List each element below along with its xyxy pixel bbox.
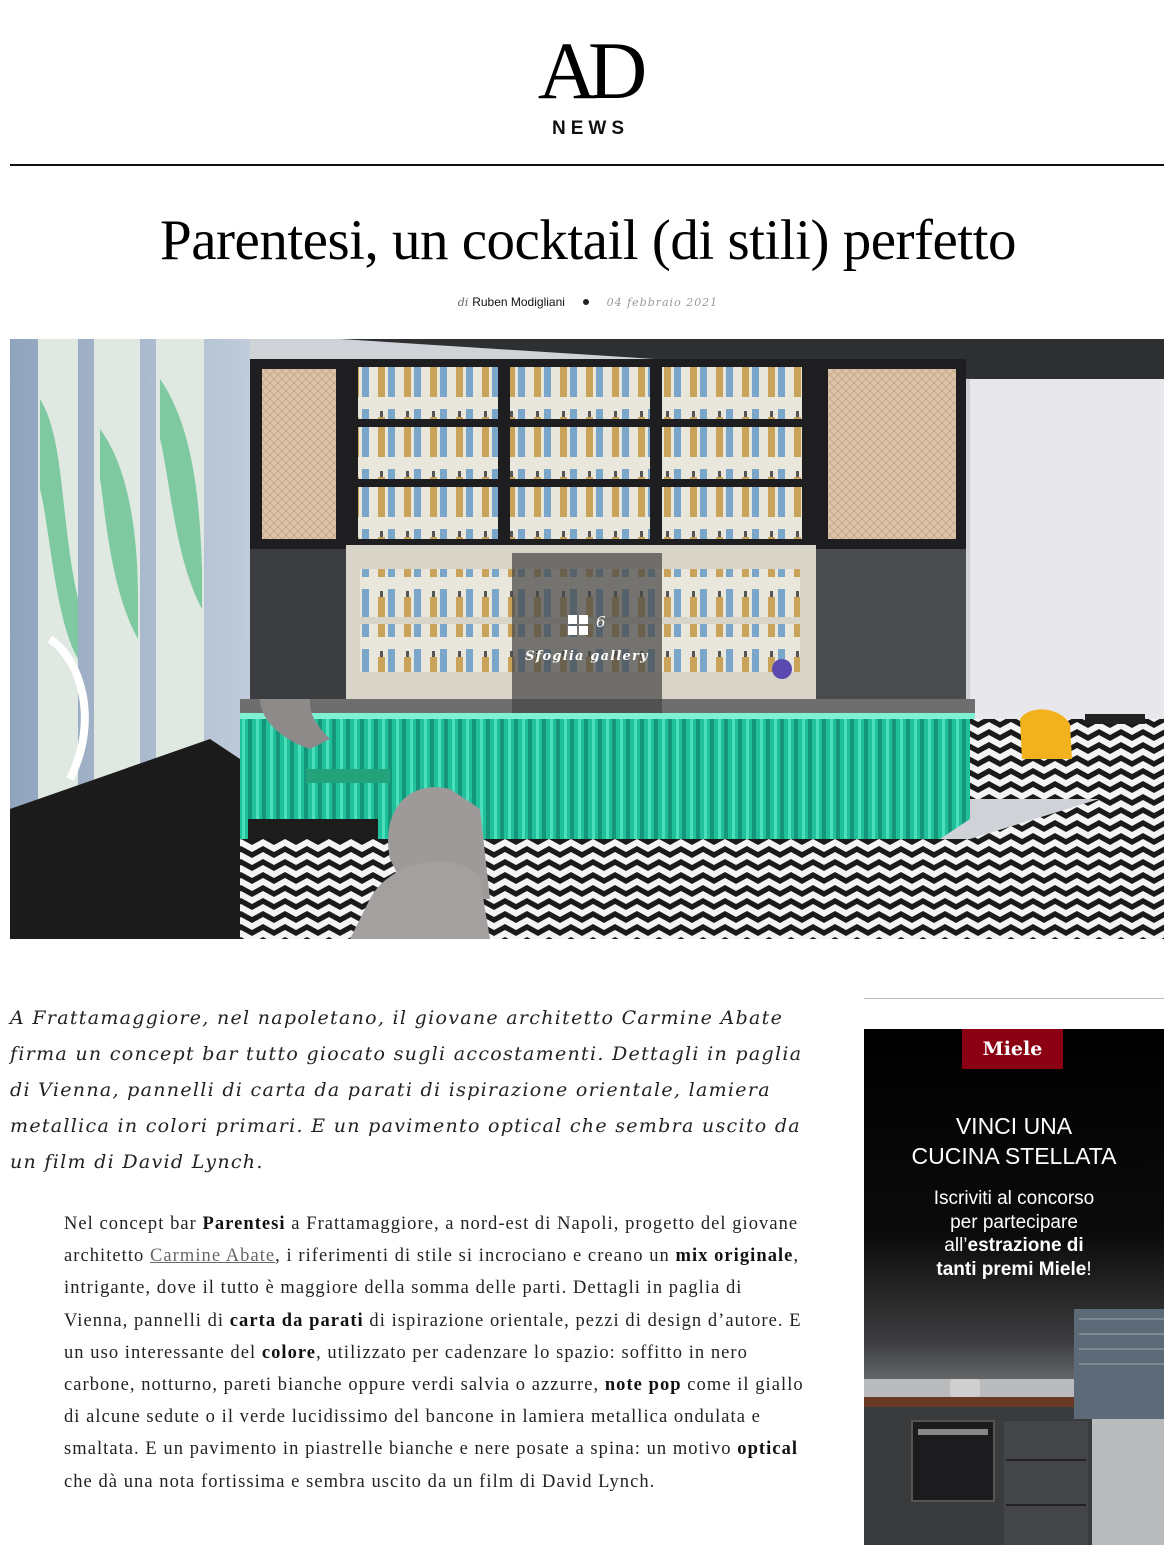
body-text: come il giallo di alcune sedute o il verde lucidissimo del bancone in lamiera metallica ondulata e smaltata. E un pavimento in piastrelle bianche e nere posate a spina: un motivo: [64, 1375, 804, 1460]
body-text: Nel concept bar: [64, 1214, 203, 1234]
ad-copy: [864, 1187, 1164, 1281]
header-divider: [10, 164, 1164, 166]
ad-logo[interactable]: AD: [537, 25, 639, 116]
miele-ad-banner[interactable]: [864, 1029, 1164, 1545]
body-text: , i riferimenti di stile si incrociano e creano un: [275, 1246, 676, 1267]
body-text: che dà una nota fortissima e sembra uscito da un film di David Lynch.: [64, 1471, 656, 1492]
gallery-count: 6: [596, 613, 606, 631]
body-bold: Parentesi: [202, 1214, 286, 1234]
ad-copy-line: per partecipare: [950, 1211, 1078, 1233]
section-name-link[interactable]: NEWS: [552, 118, 629, 139]
gallery-button[interactable]: [512, 553, 662, 713]
ad-copy-line: [864, 1234, 1164, 1258]
ad-headline-line: CUCINA STELLATA: [911, 1143, 1117, 1169]
body-bold: carta da parati: [229, 1310, 364, 1331]
hero-image[interactable]: [10, 339, 1164, 939]
body-text: di ispirazione orientale, pezzi di design d’autore. E un uso interessante del: [64, 1310, 802, 1363]
byline: [0, 295, 1176, 309]
ad-copy-line: [864, 1258, 1164, 1282]
ad-headline: [864, 1111, 1164, 1171]
ad-copy-text: !: [1086, 1258, 1092, 1280]
publish-date: 04 febbraio 2021: [606, 296, 719, 309]
article-title: Parentesi, un cocktail (di stili) perfetto: [160, 209, 1016, 272]
body-text: , utilizzato per cadenzare lo spazio: soffitto in nero carbone, notturno, pareti bianche oppure verdi salvia o azzurre,: [64, 1342, 748, 1396]
ad-copy-bold: tanti premi Miele: [936, 1258, 1087, 1280]
article-lead: A Frattamaggiore, nel napoletano, il giovane architetto Carmine Abate firma un concept bar tutto giocato sugli accostamenti. Dettagli in paglia di Vienna, pannelli di carta da parati di ispirazione orientale, lamiera metallica in colori primari. E un pavimento optical che sembra uscito da un film di David Lynch.: [10, 1007, 803, 1173]
body-bold: optical: [737, 1439, 799, 1460]
ad-copy-text: all’: [944, 1235, 968, 1256]
site-header: [0, 0, 1176, 166]
author-link[interactable]: Ruben Modigliani: [472, 295, 565, 309]
ad-copy-line: Iscriviti al concorso: [933, 1188, 1095, 1209]
body-text: , intrigante, dove il tutto è maggiore della somma delle parti. Dettagli in paglia di Vienna, pannelli di: [64, 1246, 800, 1331]
article-body: [64, 1208, 810, 1498]
sidebar-divider: [864, 998, 1164, 999]
gallery-label: Sfoglia gallery: [525, 649, 649, 664]
ad-headline-line: VINCI UNA: [955, 1113, 1073, 1139]
ad-copy-bold: estrazione di: [967, 1235, 1084, 1256]
byline-prefix: di: [457, 296, 469, 309]
body-bold: mix originale: [675, 1246, 794, 1267]
body-text: a Frattamaggiore, a nord-est di Napoli, progetto del giovane architetto: [64, 1214, 799, 1267]
body-bold: note pop: [604, 1375, 682, 1396]
body-bold: colore: [261, 1342, 317, 1363]
grid-icon: [568, 615, 588, 635]
architect-link[interactable]: Carmine Abate: [150, 1246, 276, 1267]
kitchen-illustration: [864, 1309, 1164, 1545]
byline-separator-dot: [583, 299, 589, 305]
miele-logo: Miele: [962, 1029, 1063, 1069]
